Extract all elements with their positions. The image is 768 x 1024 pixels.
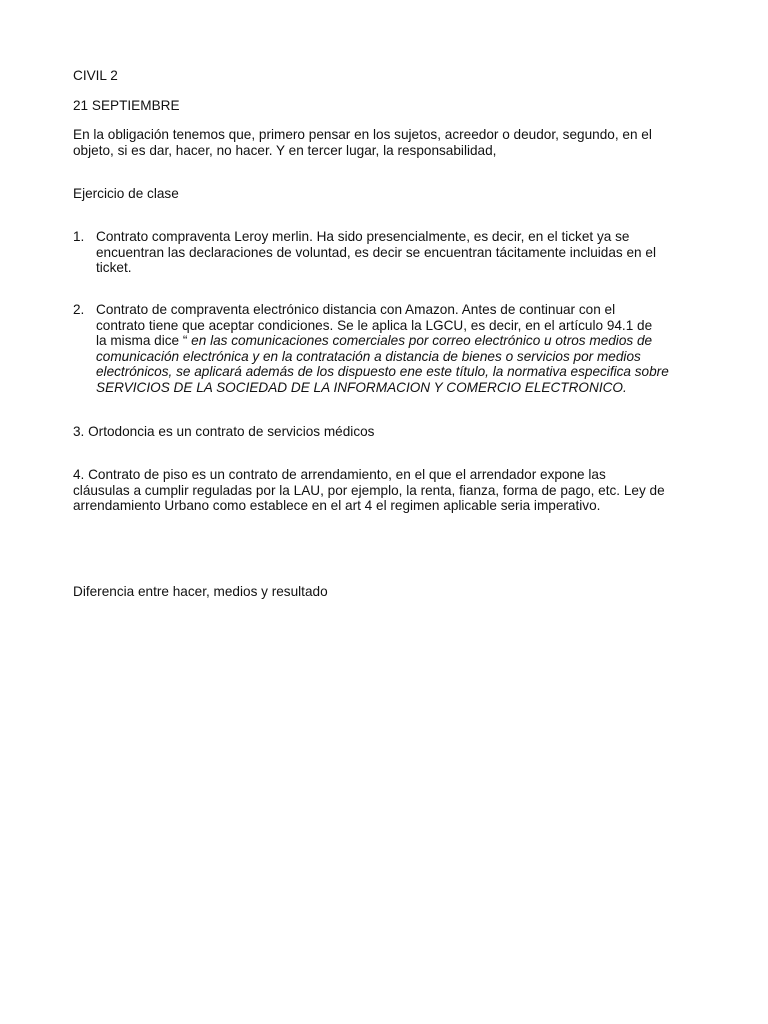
intro-paragraph	[73, 127, 703, 158]
list-item-4	[73, 467, 703, 514]
list-item-line: encuentran las declaraciones de voluntad, es decir se encuentran tácitamente incluidas en el	[96, 244, 656, 260]
closing-line: Diferencia entre hacer, medios y resultado	[73, 584, 328, 599]
document-date: 21 SEPTIEMBRE	[73, 98, 180, 113]
list-item-line: ticket.	[96, 260, 132, 275]
list-item-line: 4. Contrato de piso es un contrato de arrendamiento, en el que el arrendador expone las	[73, 467, 606, 482]
list-item-line: Contrato de compraventa electrónico distancia con Amazon. Antes de continuar con el	[96, 302, 616, 317]
list-item-line: Contrato compraventa Leroy merlin. Ha sido presencialmente, es decir, en el ticket ya se	[96, 229, 630, 244]
list-item-3: 3. Ortodoncia es un contrato de servicios médicos	[73, 424, 375, 439]
list-item-line: arrendamiento Urbano como establece en el art 4 el regimen aplicable seria imperativo.	[73, 498, 601, 513]
list-item	[96, 229, 706, 276]
intro-line: objeto, si es dar, hacer, no hacer. Y en tercer lugar, la responsabilidad,	[73, 142, 497, 158]
quote-intro: la misma dice “	[96, 333, 188, 348]
list-item-line: contrato tiene que aceptar condiciones. Se le aplica la LGCU, es decir, en el artículo 94.1 de	[96, 317, 653, 333]
exercise-title: Ejercicio de clase	[73, 186, 179, 201]
list-item-line-mixed	[96, 333, 706, 349]
quote-line: electrónicos, se aplicará además de los dispuesto ene este título, la normativa especifica sobre	[96, 364, 669, 379]
list-item	[96, 302, 706, 395]
quote-line: SERVICIOS DE LA SOCIEDAD DE LA INFORMACION Y COMERCIO ELECTRONICO.	[96, 379, 627, 395]
intro-line: En la obligación tenemos que, primero pensar en los sujetos, acreedor o deudor, segundo, en el	[73, 127, 652, 142]
list-item-line: cláusulas a cumplir reguladas por la LAU, por ejemplo, la renta, fianza, forma de pago, etc. Ley de	[73, 482, 665, 498]
document-heading: CIVIL 2	[73, 68, 118, 83]
list-item-number: 1.	[73, 229, 85, 244]
quote-text: en las comunicaciones comerciales por correo electrónico u otros medios de	[187, 333, 653, 348]
quote-line: comunicación electrónica y en la contratación a distancia de bienes o servicios por medios	[96, 348, 641, 364]
list-item-number: 2.	[73, 302, 85, 317]
